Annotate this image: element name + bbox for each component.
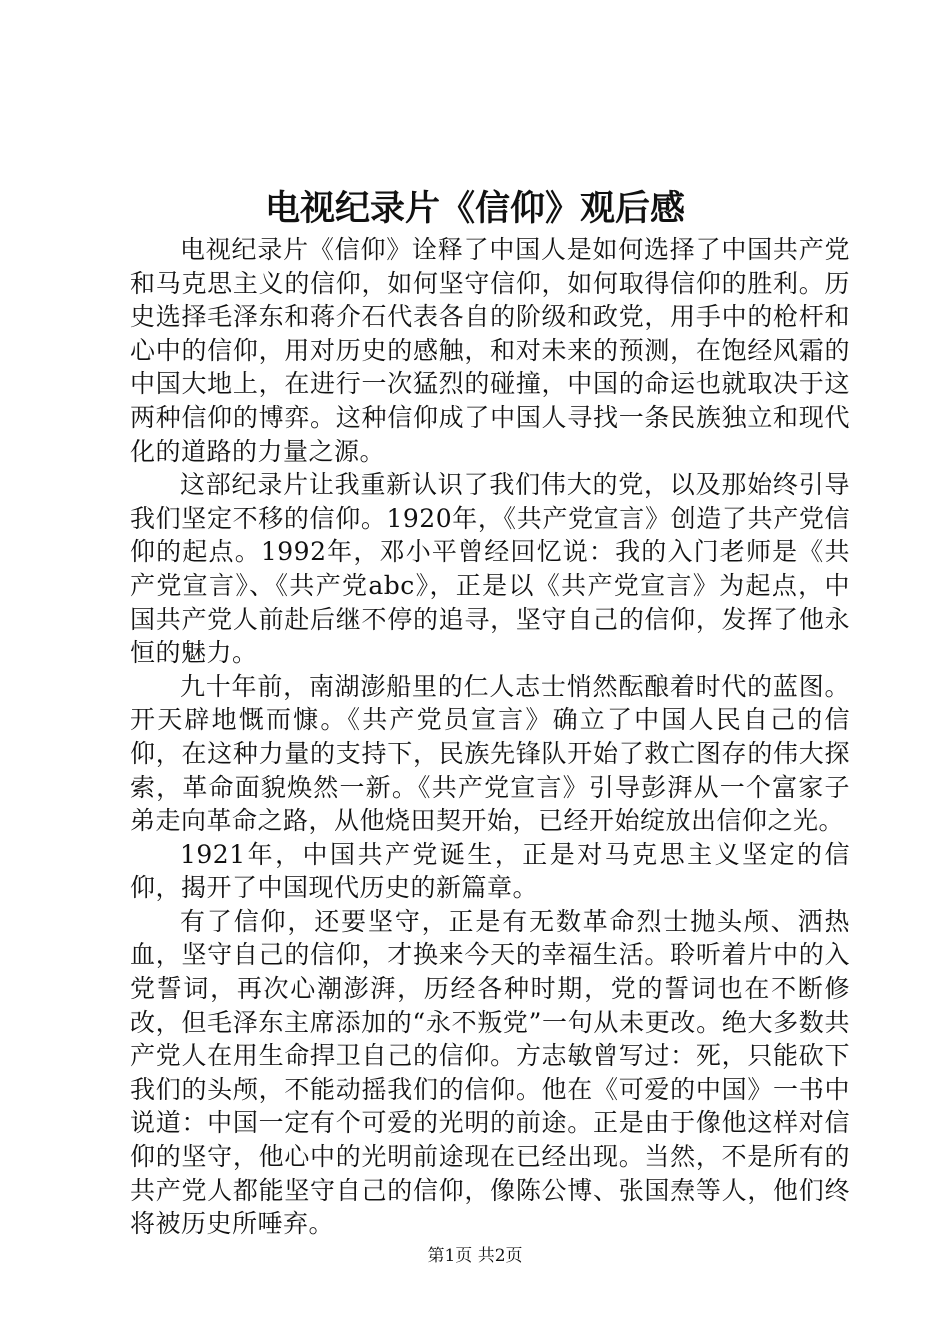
document-body <box>130 233 850 1241</box>
paragraph-3: 九十年前，南湖澎船里的仁人志士悄然酝酿着时代的蓝图。开天辟地慨而慷。《共产党员宣言》确立了中国人民自己的信仰，在这种力量的支持下，民族先锋队开始了救亡图存的伟大探索，革命面貌焕然一新。《共产党宣言》引导彭湃从一个富家子弟走向革命之路，从他烧田契开始，已经开始绽放出信仰之光。 <box>130 671 850 836</box>
paragraph-4: 1921年，中国共产党诞生，正是对马克思主义坚定的信仰，揭开了中国现代历史的新篇章。 <box>130 839 850 903</box>
paragraph-5: 有了信仰，还要坚守，正是有无数革命烈士抛头颅、洒热血，坚守自己的信仰，才换来今天的幸福生活。聆听着片中的入党誓词，再次心潮澎湃，历经各种时期，党的誓词也在不断修改，但毛泽东主席添加的“永不叛党”一句从未更改。绝大多数共产党人在用生命捍卫自己的信仰。方志敏曾写过：死，只能砍下我们的头颅，不能动摇我们的信仰。他在《可爱的中国》一书中说道：中国一定有个可爱的光明的前途。正是由于像他这样对信仰的坚守，他心中的光明前途现在已经出现。当然，不是所有的共产党人都能坚守自己的信仰，像陈公博、张国焘等人，他们终将被历史所唾弃。 <box>130 906 850 1239</box>
document-title: 电视纪录片《信仰》观后感 <box>264 188 685 229</box>
paragraph-2: 这部纪录片让我重新认识了我们伟大的党，以及那始终引导我们坚定不移的信仰。1920年，《共产党宣言》创造了共产党信仰的起点。1992年，邓小平曾经回忆说：我的入门老师是《共产党宣言》、《共产党abc》，正是以《共产党宣言》为起点，中国共产党人前赴后继不停的追寻，坚守自己的信仰，发挥了他永恒的魅力。 <box>130 470 850 668</box>
page-footer: 第1页 共2页 <box>427 1246 523 1266</box>
paragraph-1: 电视纪录片《信仰》诠释了中国人是如何选择了中国共产党和马克思主义的信仰，如何坚守信仰，如何取得信仰的胜利。历史选择毛泽东和蒋介石代表各自的阶级和政党，用手中的枪杆和心中的信仰，用对历史的感触，和对未来的预测，在饱经风霜的中国大地上，在进行一次猛烈的碰撞，中国的命运也就取决于这两种信仰的博弈。这种信仰成了中国人寻找一条民族独立和现代化的道路的力量之源。 <box>130 235 850 466</box>
